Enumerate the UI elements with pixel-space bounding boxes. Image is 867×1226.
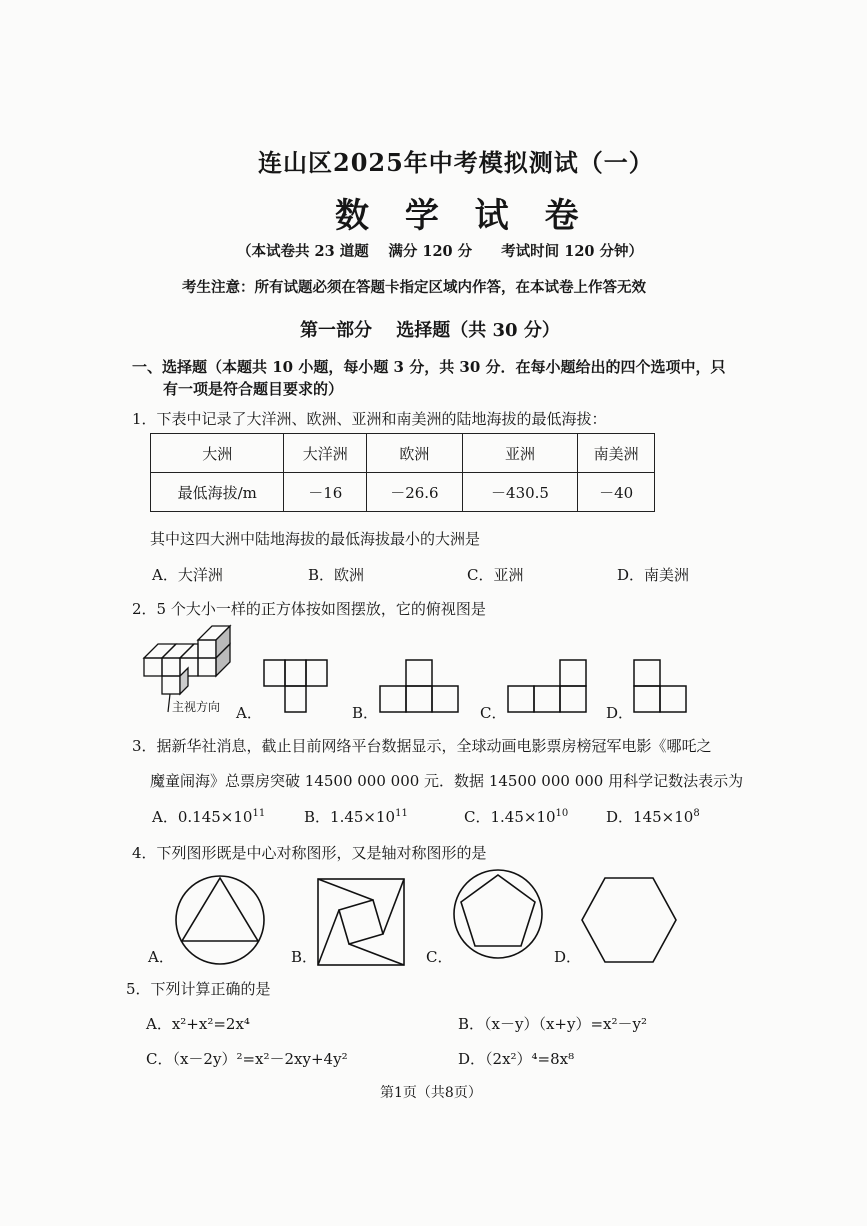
- q1-option-a: A．大洋洲: [152, 566, 223, 584]
- q3-line-1: 3．据新华社消息，截止目前网络平台数据显示，全球动画电影票房榜冠军电影《哪吒之: [132, 737, 712, 755]
- view-direction-label: 主视方向: [172, 700, 221, 714]
- q3-option-a: [152, 806, 265, 827]
- q1-option-c: C．亚洲: [467, 566, 524, 584]
- q1-question: 其中这四大洲中陆地海拔的最低海拔最小的大洲是: [150, 530, 481, 548]
- option-label: B．: [304, 808, 331, 826]
- q5-option-d: D．（2x²）⁴=8x⁸: [458, 1050, 575, 1068]
- option-label: D．: [606, 808, 634, 826]
- section-instruction-2: 有一项是符合题目要求的）: [163, 380, 344, 398]
- circle-triangle-figure: [172, 872, 268, 968]
- option-base: 1.45×10: [490, 808, 556, 826]
- exam-info: （本试卷共 23 道题 满分 120 分 考试时间 120 分钟）: [237, 243, 644, 260]
- q2-option-d-figure: [632, 658, 692, 714]
- q4-option-b-label: B．: [291, 948, 318, 966]
- q2-stem: 2．5 个大小一样的正方体按如图摆放，它的俯视图是: [132, 600, 486, 618]
- q2-option-b-figure: [378, 658, 462, 714]
- q2-option-a-figure: [262, 658, 328, 714]
- q4-option-d-label: D．: [554, 948, 582, 966]
- option-base: 0.145×10: [177, 808, 253, 826]
- subject-title: 数 学 试 卷: [335, 196, 591, 236]
- option-label: A．: [152, 808, 178, 826]
- option-exponent: 11: [395, 808, 408, 819]
- option-base: 145×10: [633, 808, 694, 826]
- table-cell: 大洲: [151, 434, 284, 473]
- page-footer: 第1页（共8页）: [380, 1085, 482, 1101]
- q1-stem: 1．下表中记录了大洋洲、欧洲、亚洲和南美洲的陆地海拔的最低海拔：: [132, 410, 607, 428]
- hexagon-figure: [580, 876, 678, 964]
- option-base: 1.45×10: [330, 808, 396, 826]
- exam-notice: 考生注意：所有试题必须在答题卡指定区域内作答，在本试卷上作答无效: [182, 279, 646, 296]
- table-cell: 最低海拔/m: [151, 473, 284, 512]
- q1-option-d: D．南美洲: [617, 566, 690, 584]
- q5-option-a: A．x²+x²=2x⁴: [146, 1015, 250, 1033]
- table-cell: 大洋洲: [284, 434, 367, 473]
- option-exponent: 10: [555, 808, 569, 819]
- q3-option-c: [464, 806, 568, 827]
- section-instruction-1: 一、选择题（本题共 10 小题，每小题 3 分，共 30 分．在每小题给出的四个选项中，只: [132, 358, 726, 376]
- q2-option-c-label: C．: [480, 704, 507, 722]
- q4-option-c-label: C．: [426, 948, 453, 966]
- q2-option-c-figure: [506, 658, 588, 714]
- q2-option-b-label: B．: [352, 704, 379, 722]
- q2-option-a-label: A．: [236, 704, 262, 722]
- q4-stem: 4．下列图形既是中心对称图形，又是轴对称图形的是: [132, 844, 487, 862]
- q5-option-c: C．（x－2y）²=x²－2xy+4y²: [146, 1050, 348, 1068]
- option-label: C．: [464, 808, 491, 826]
- q3-option-d: [606, 806, 700, 827]
- table-cell: 欧洲: [367, 434, 463, 473]
- table-header-row: [151, 434, 655, 473]
- q4-option-a-label: A．: [148, 948, 174, 966]
- table-cell: －40: [578, 473, 655, 512]
- option-exponent: 11: [252, 808, 266, 819]
- exam-title: 连山区2025年中考模拟测试（一）: [258, 148, 654, 177]
- q2-option-d-label: D．: [606, 704, 634, 722]
- table-row: [151, 473, 655, 512]
- square-pinwheel-figure: [316, 877, 406, 967]
- table-cell: 南美洲: [578, 434, 655, 473]
- table-cell: 亚洲: [462, 434, 578, 473]
- table-cell: －26.6: [367, 473, 463, 512]
- q5-stem: 5．下列计算正确的是: [126, 980, 271, 998]
- section-title: 第一部分 选择题（共 30 分）: [300, 320, 560, 341]
- option-exponent: 8: [693, 808, 700, 819]
- q1-option-b: B．欧洲: [308, 566, 365, 584]
- table-cell: －16: [284, 473, 367, 512]
- circle-pentagon-figure: [450, 866, 546, 962]
- table-cell: －430.5: [462, 473, 578, 512]
- q5-option-b: B．（x－y）（x+y）=x²－y²: [458, 1015, 647, 1033]
- q3-line-2: 魔童闹海》总票房突破 14500 000 000 元．数据 14500 000 000 用科学记数法表示为: [150, 772, 744, 790]
- altitude-table: [150, 433, 655, 512]
- q3-option-b: [304, 806, 408, 827]
